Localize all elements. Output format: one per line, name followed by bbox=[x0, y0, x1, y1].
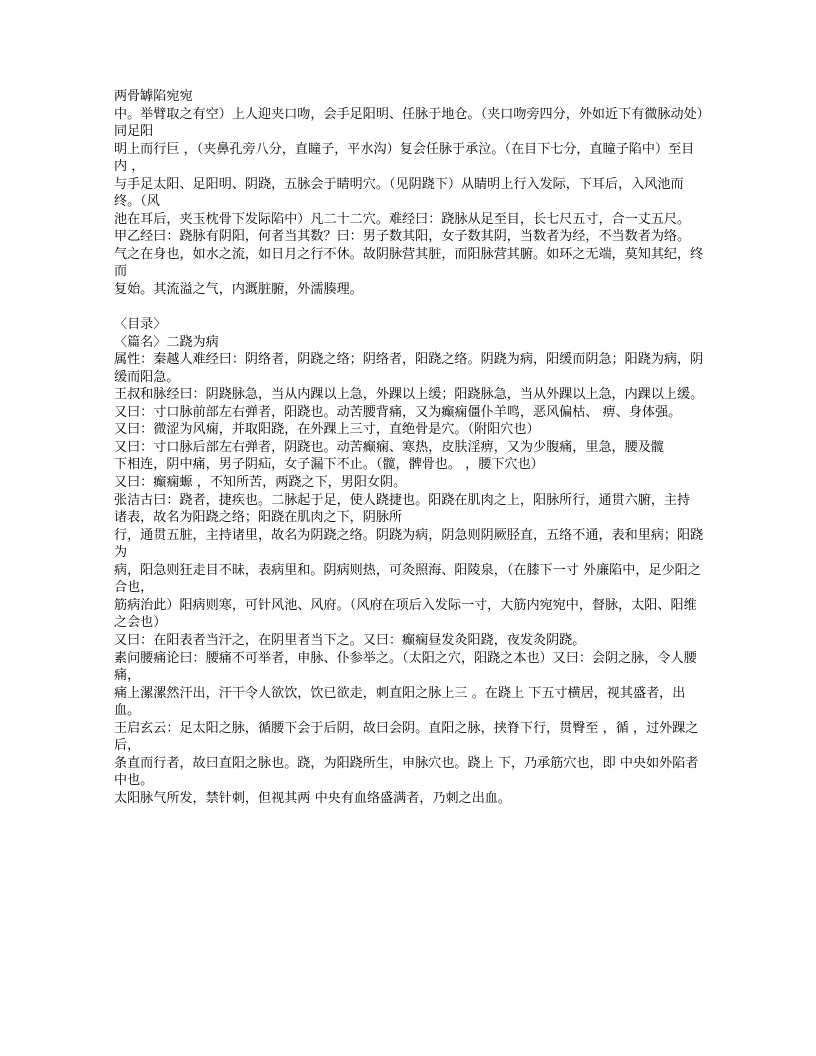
text-line: 复始。其流溢之气，内溉脏腑，外濡腠理。 bbox=[114, 282, 363, 298]
text-line: 病，阳急则狂走目不昧，表病里和。阴病则热，可灸照海、阳陵泉，（在膝下一寸 外廉陷中，足少阳之合也， bbox=[114, 562, 701, 596]
text-line: 张洁古曰：跷者，捷疾也。二脉起于足，使人跷捷也。阳跷在肌肉之上，阳脉所行，通贯六腑，主持 bbox=[114, 492, 691, 508]
text-line: 痛上漯漯然汗出，汗干令人欲饮，饮已欲走，刺直阳之脉上三 。在跷上 下五寸横居，视其盛者，出血。 bbox=[114, 685, 686, 719]
text-line: 明上而行巨 ，（夹鼻孔旁八分，直瞳子，平水沟）复会任脉于承泣。（在目下七分，直瞳子陷中）至目内 ， bbox=[114, 141, 695, 175]
text-line: 又曰：在阳表者当汗之，在阴里者当下之。又曰：癫痫昼发灸阳跷，夜发灸阴跷。 bbox=[114, 632, 586, 648]
text-line: 两骨罅陷宛宛 bbox=[114, 89, 193, 104]
text-line: 王启玄云：足太阳之脉，循腰下会于后阴，故曰会阴。直阳之脉，挟脊下行，贯臀至 ，循 ，过外踝之后， bbox=[114, 720, 699, 754]
paragraph-spacer bbox=[114, 299, 704, 317]
text-line: 又曰：寸口脉后部左右弹者，阴跷也。动苦癫痫、寒热，皮肤淫痹，又为少腹痛，里急，腰及髋 bbox=[114, 439, 664, 455]
document-text-body bbox=[114, 88, 704, 807]
text-line: 与手足太阳、足阳明、阴跷，五脉会于睛明穴。（见阴跷下）从睛明上行入发际，下耳后，入风池而终。（风 bbox=[114, 176, 684, 210]
text-line: 筋病治此）阳病则寒，可针风池、风府。（风府在项后入发际一寸，大筋内宛宛中，督脉，太阳、阳维之会也） bbox=[114, 597, 697, 631]
text-line: 又曰：癫痫螈 ，不知所苦，两跷之下，男阳女阴。 bbox=[114, 475, 407, 491]
text-line: 行，通贯五脏，主持诸里，故名为阴跷之络。阴跷为病，阴急则阴厥胫直，五络不通，表和里病；阳跷为 bbox=[114, 527, 704, 561]
text-line: 素问腰痛论曰：腰痛不可举者，申脉、仆参举之。（太阳之穴，阳跷之本也）又曰：会阴之脉，令人腰痛， bbox=[114, 650, 697, 684]
text-line: 〈目录〉 bbox=[114, 317, 167, 333]
text-line: 诸表，故名为阳跷之络；阳跷在肌肉之下，阴脉所 bbox=[114, 510, 403, 526]
text-line: 太阳脉气所发，禁针刺，但视其两 中央有血络盛满者，乃刺之出血。 bbox=[114, 790, 511, 806]
text-line: 池在耳后，夹玉枕骨下发际陷中）凡二十二穴。难经曰：跷脉从足至目，长七尺五寸，合一丈五尺。 bbox=[114, 211, 691, 227]
text-line: 属性：秦越人难经曰：阴络者，阴跷之络；阴络者，阳跷之络。阴跷为病，阳缓而阴急；阳跷为病，阴缓而阳急。 bbox=[114, 352, 704, 385]
text-line: 〈篇名〉二跷为病 bbox=[114, 334, 219, 350]
text-line: 中。举臂取之有空）上人迎夹口吻，会手足阳明、任脉于地仓。（夹口吻旁四分，外如近下有微脉动处）同足阳 bbox=[114, 106, 704, 140]
text-line: 又曰：微涩为风痫，并取阳跷，在外踝上三寸，直绝骨是穴。（附阳穴也） bbox=[114, 422, 540, 438]
text-line: 下相连，阴中痛，男子阴疝，女子漏下不止。（髋，髀骨也。 ，腰下穴也） bbox=[114, 457, 544, 473]
text-line: 条直而行者，故曰直阳之脉也。跷，为阳跷所生，申脉穴也。跷上 下，乃承筋穴也，即 中央如外陷者中也。 bbox=[114, 755, 699, 789]
text-line: 甲乙经曰：跷脉有阴阳，何者当其数？曰：男子数其阳，女子数其阴，当数者为经，不当数者为络。 bbox=[114, 229, 691, 245]
text-line: 王叔和脉经曰：阴跷脉急，当从内踝以上急，外踝以上缓；阳跷脉急，当从外踝以上急，内踝以上缓。 bbox=[114, 387, 704, 403]
text-line: 气之在身也，如水之流，如日月之行不休。故阴脉营其脏，而阳脉营其腑。如环之无端，莫知其纪，终而 bbox=[114, 246, 704, 280]
text-line: 又曰：寸口脉前部左右弹者，阳跷也。动苦腰背痛，又为癫痫僵仆羊鸣，恶风偏枯、 痹、身体强。 bbox=[114, 404, 682, 420]
